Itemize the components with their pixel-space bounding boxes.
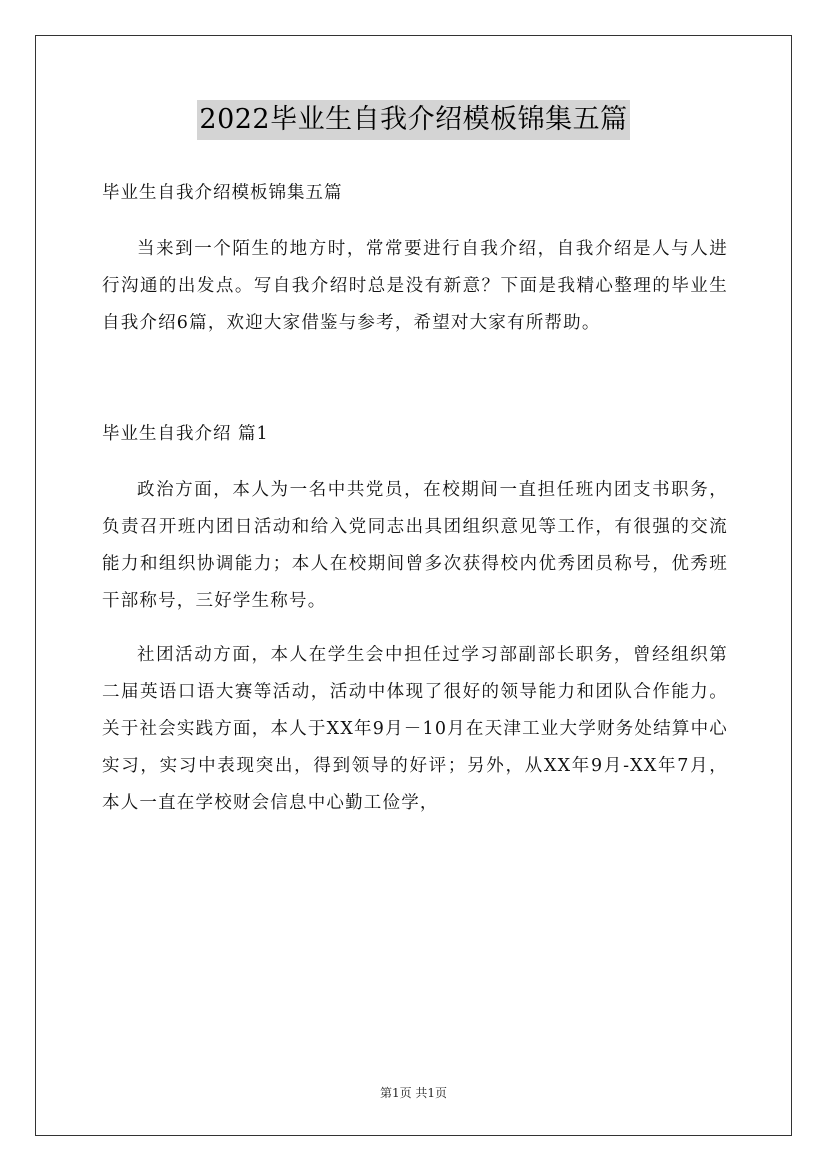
body-paragraph: 政治方面，本人为一名中共党员，在校期间一直担任班内团支书职务，负责召开班内团日活动和给入党同志出具团组织意见等工作，有很强的交流能力和组织协调能力；本人在校期间曾多次获得校内优秀团员称号，优秀班干部称号，三好学生称号。 [102,480,728,611]
body-paragraph: 社团活动方面，本人在学生会中担任过学习部副部长职务，曾经组织第二届英语口语大赛等活动，活动中体现了很好的领导能力和团队合作能力。关于社会实践方面，本人于XX年9月－10月在天津工业大学财务处结算中心实习，实习中表现突出，得到领导的好评；另外，从XX年9月-XX年7月，本人一直在学校财会信息中心勤工俭学， [102,645,728,813]
page-footer [0,1085,827,1101]
section-spacer [102,342,728,416]
title-container [0,100,827,140]
document-body [102,175,728,822]
document-title: 2022毕业生自我介绍模板锦集五篇 [197,100,629,140]
section-heading: 毕业生自我介绍 篇1 [102,424,269,444]
intro-paragraph: 当来到一个陌生的地方时，常常要进行自我介绍，自我介绍是人与人进行沟通的出发点。写自我介绍时总是没有新意？下面是我精心整理的毕业生自我介绍6篇，欢迎大家借鉴与参考，希望对大家有所帮助。 [102,239,728,333]
page-number: 第1页 共1页 [379,1086,448,1100]
document-subtitle: 毕业生自我介绍模板锦集五篇 [102,183,343,203]
